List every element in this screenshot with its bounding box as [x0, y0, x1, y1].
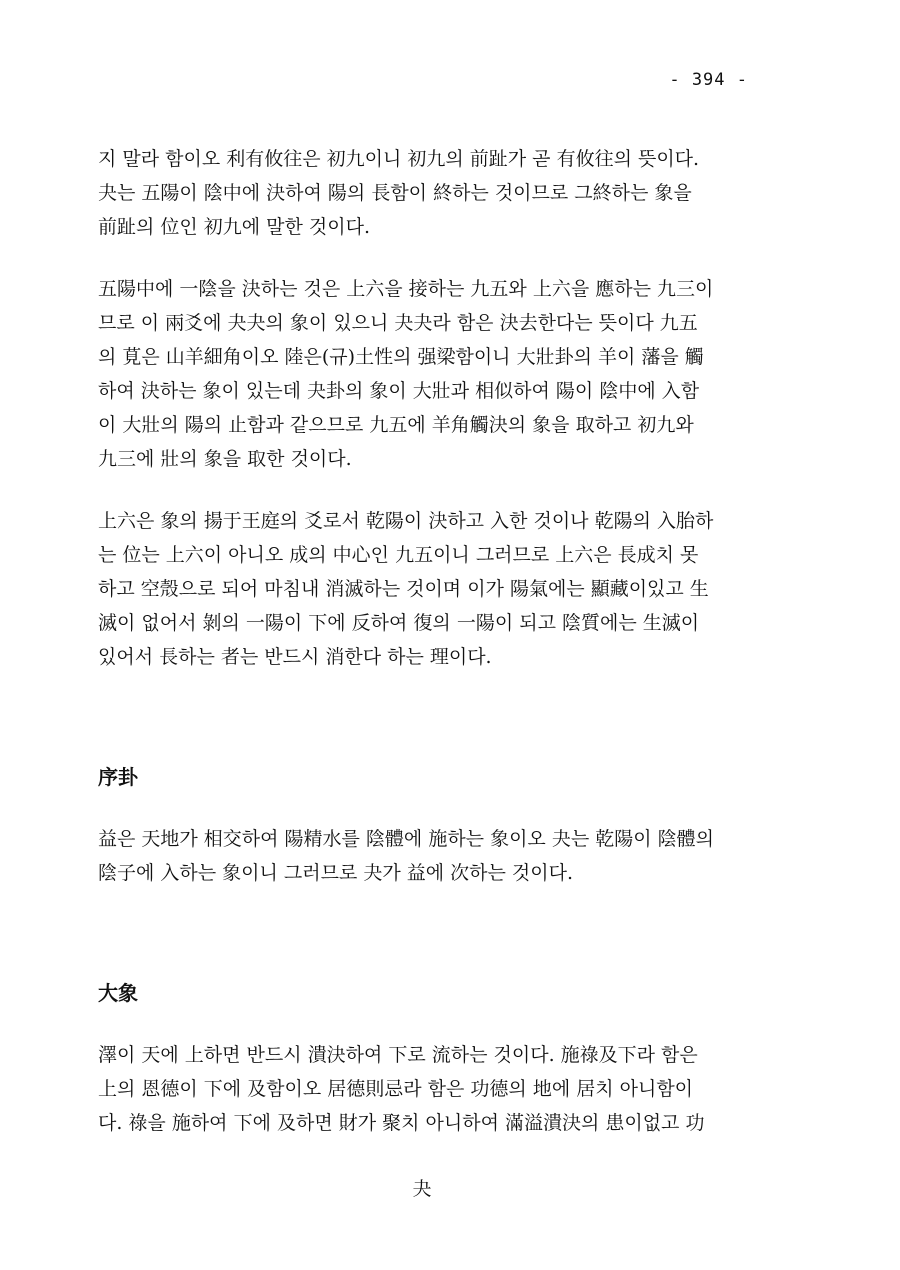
page-body — [98, 142, 758, 1140]
text-line: 澤이 天에 上하면 반드시 潰決하여 下로 流하는 것이다. 施祿及下라 함은 — [98, 1044, 698, 1066]
paragraph-2 — [98, 272, 758, 476]
page-footer-hexagram: 夬 — [412, 1178, 432, 1200]
text-line: 있어서 長하는 者는 반드시 消한다 하는 理이다. — [98, 646, 492, 668]
text-line: 의 莧은 山羊細角이오 陸은(규)土性의 强梁함이니 大壯卦의 羊이 藩을 觸 — [98, 346, 704, 368]
paragraph-3 — [98, 504, 758, 674]
text-line: 上의 恩德이 下에 及함이오 居德則忌라 함은 功德의 地에 居치 아니함이 — [98, 1078, 694, 1100]
text-line: 陰子에 入하는 象이니 그러므로 夬가 益에 次하는 것이다. — [98, 862, 573, 884]
section-daxiang-text — [98, 1038, 758, 1140]
page-number: - 394 - — [669, 70, 748, 90]
section-xugua-text — [98, 822, 758, 890]
text-line: 는 位는 上六이 아니오 成의 中心인 九五이니 그러므로 上六은 長成치 못 — [98, 544, 699, 566]
text-line: 上六은 象의 揚于王庭의 爻로서 乾陽이 決하고 入한 것이나 乾陽의 入胎하 — [98, 510, 714, 532]
section-heading-daxiang: 大象 — [98, 981, 138, 1005]
text-line: 益은 天地가 相交하여 陽精水를 陰體에 施하는 象이오 夬는 乾陽이 陰體의 — [98, 828, 714, 850]
text-line: 前趾의 位인 初九에 말한 것이다. — [98, 216, 371, 238]
text-line: 五陽中에 一陰을 決하는 것은 上六을 接하는 九五와 上六을 應하는 九三이 — [98, 278, 714, 300]
paragraph-1 — [98, 142, 758, 244]
text-line: 이 大壯의 陽의 止함과 같으므로 九五에 羊角觸決의 象을 取하고 初九와 — [98, 414, 694, 436]
text-line: 지 말라 함이오 利有攸往은 初九이니 初九의 前趾가 곧 有攸往의 뜻이다. — [98, 148, 700, 170]
text-line: 滅이 없어서 剝의 一陽이 下에 反하여 復의 一陽이 되고 陰質에는 生滅이 — [98, 612, 700, 634]
text-line: 다. 祿을 施하여 下에 及하면 財가 聚치 아니하여 滿溢潰決의 患이없고 功 — [98, 1112, 705, 1134]
text-line: 하고 空殼으로 되어 마침내 消滅하는 것이며 이가 陽氣에는 顯藏이있고 生 — [98, 578, 709, 600]
text-line: 夬는 五陽이 陰中에 決하여 陽의 長함이 終하는 것이므로 그終하는 象을 — [98, 182, 692, 204]
text-line: 九三에 壯의 象을 取한 것이다. — [98, 448, 352, 470]
text-line: 하여 決하는 象이 있는데 夬卦의 象이 大壯과 相似하여 陽이 陰中에 入함 — [98, 380, 700, 402]
section-heading-xugua: 序卦 — [98, 765, 138, 789]
text-line: 므로 이 兩爻에 夬夬의 象이 있으니 夬夬라 함은 決去한다는 뜻이다 九五 — [98, 312, 698, 334]
